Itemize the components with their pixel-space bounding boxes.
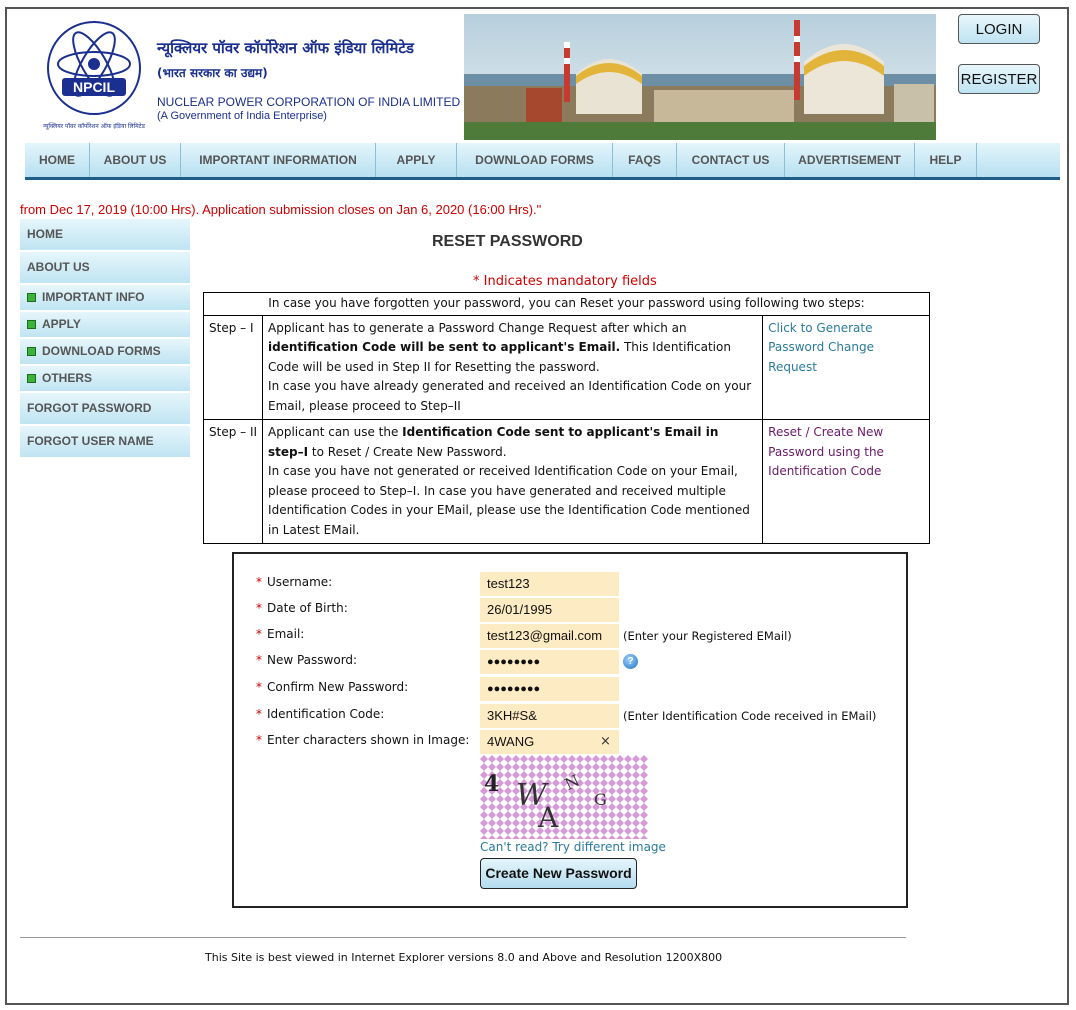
table-row [204,315,930,420]
side-nav-forgot-password[interactable]: FORGOT PASSWORD [20,393,190,424]
create-new-password-button[interactable]: Create New Password [480,858,637,889]
side-nav-about-us[interactable]: ABOUT US [20,252,190,283]
reset-password-link[interactable]: Reset / Create New Password using the Identification Code [768,425,884,478]
step2-text-c: In case you have not generated or received Identification Code on your Email, please proceed to Step–I. In case you have generated and received multiple Identification Codes in your EMail, please use the Identification Code mentioned in Latest EMail. [268,464,750,537]
help-icon[interactable]: ? [623,654,638,669]
nav-contact-us[interactable]: CONTACT US [677,143,785,177]
dob-label: * Date of Birth: [256,601,348,615]
bullet-icon [27,374,36,383]
side-nav-forgot-user-name[interactable]: FORGOT USER NAME [20,426,190,457]
refresh-captcha-link[interactable]: Can't read? Try different image [480,840,666,854]
step1-text-c: In case you have already generated and received an Identification Code on your Email, please proceed to Step–II [268,379,752,413]
step2-label: Step – II [204,420,263,544]
step2-description [263,420,763,544]
side-nav-home[interactable]: HOME [20,219,190,250]
bullet-icon [27,347,36,356]
email-row [234,624,906,648]
side-nav-apply[interactable] [20,312,190,337]
username-label: * Username: [256,575,333,589]
captcha-input[interactable]: 4WANG [480,730,619,754]
captcha-char: W [516,778,547,813]
captcha-char: G [594,790,607,809]
nav-home[interactable]: HOME [25,143,90,177]
new-password-row [234,650,906,674]
side-nav-label: APPLY [42,317,81,331]
org-name-english: NUCLEAR POWER CORPORATION OF INDIA LIMITED [157,95,461,109]
nav-important-information[interactable]: IMPORTANT INFORMATION [181,143,376,177]
bullet-icon [27,293,36,302]
captcha-image [480,755,648,839]
side-nav-label: DOWNLOAD FORMS [42,344,161,358]
footer-note: This Site is best viewed in Internet Explorer versions 8.0 and Above and Resolution 1200X800 [205,951,723,964]
step2-text-bold: Identification Code sent to applicant's Email in step–I [268,425,719,459]
side-nav-download-forms[interactable] [20,339,190,364]
generate-request-link[interactable]: Click to Generate Password Change Request [768,320,874,374]
email-label: * Email: [256,627,305,641]
captcha-char: A [538,801,559,834]
org-name-hindi: न्यूक्लियर पॉवर कॉर्पोरेशन ऑफ इंडिया लिमिटेड [157,39,414,57]
login-button[interactable]: LOGIN [958,14,1040,44]
identification-code-row [234,704,906,728]
step1-description [263,315,763,420]
step2-text-b: to Reset / Create New Password. [308,444,507,459]
org-hindi-block [157,38,414,81]
step1-text-bold: identification Code will be sent to applicant's Email. [268,340,621,354]
captcha-label: * Enter characters shown in Image: [256,733,470,747]
steps-intro: In case you have forgotten your password, you can Reset your password using following two steps: [204,293,930,316]
confirm-password-row [234,677,906,701]
email-hint: (Enter your Registered EMail) [623,629,792,643]
username-input[interactable]: test123 [480,572,619,596]
new-password-input[interactable]: ●●●●●●●● [480,650,619,674]
org-subtitle-hindi: (भारत सरकार का उद्यम) [157,66,268,80]
side-nav-label: IMPORTANT INFO [42,290,145,304]
svg-text:NPCIL: NPCIL [73,79,115,95]
power-plant-banner [464,14,936,140]
mandatory-note: * Indicates mandatory fields [473,274,657,289]
register-button[interactable]: REGISTER [958,64,1040,94]
confirm-password-input[interactable]: ●●●●●●●● [480,677,619,701]
captcha-row [234,730,906,754]
nav-download-forms[interactable]: DOWNLOAD FORMS [457,143,613,177]
steps-table [203,292,930,544]
email-input[interactable]: test123@gmail.com [480,624,619,648]
step1-text-a: Applicant has to generate a Password Change Request after which an [268,320,687,335]
svg-text:न्यूक्लियर पॉवर कॉर्पोरेशन ऑफ: न्यूक्लियर पॉवर कॉर्पोरेशन ऑफ इंडिया लिमिटेड [43,123,145,130]
confirm-password-label: * Confirm New Password: [256,680,409,694]
table-row [204,420,930,544]
dob-input[interactable]: 26/01/1995 [480,598,619,622]
new-password-label: * New Password: [256,653,358,667]
identification-code-input[interactable]: 3KH#S& [480,704,619,728]
footer-divider [20,937,906,938]
top-navigation [25,143,1060,180]
nav-apply[interactable]: APPLY [376,143,457,177]
step2-text-a: Applicant can use the [268,425,403,439]
captcha-char: N [561,770,583,794]
nav-about-us[interactable]: ABOUT US [90,143,181,177]
side-nav-important-info[interactable] [20,285,190,310]
identification-code-hint: (Enter Identification Code received in EMail) [623,709,877,723]
side-nav-others[interactable] [20,366,190,391]
table-row [204,293,930,316]
captcha-char: 4 [484,771,500,797]
username-row [234,572,906,596]
side-navigation [20,219,190,459]
bullet-icon [27,320,36,329]
page-title: RESET PASSWORD [432,233,583,250]
step1-label: Step – I [204,315,263,420]
clear-icon[interactable]: × [600,734,611,749]
npcil-logo [36,14,152,134]
step1-text-b: This Identification Code will be used in Step II for Resetting the password. [268,340,731,374]
nav-advertisement[interactable]: ADVERTISEMENT [785,143,915,177]
org-subtitle-english: (A Government of India Enterprise) [157,110,327,122]
nav-faqs[interactable]: FAQS [613,143,677,177]
reset-password-form [232,552,908,908]
notice-ticker: from Dec 17, 2019 (10:00 Hrs). Application submission closes on Jan 6, 2020 (16:00 Hrs)." [20,202,542,217]
nav-help[interactable]: HELP [915,143,977,177]
dob-row [234,598,906,622]
identification-code-label: * Identification Code: [256,707,385,721]
side-nav-label: OTHERS [42,371,93,385]
